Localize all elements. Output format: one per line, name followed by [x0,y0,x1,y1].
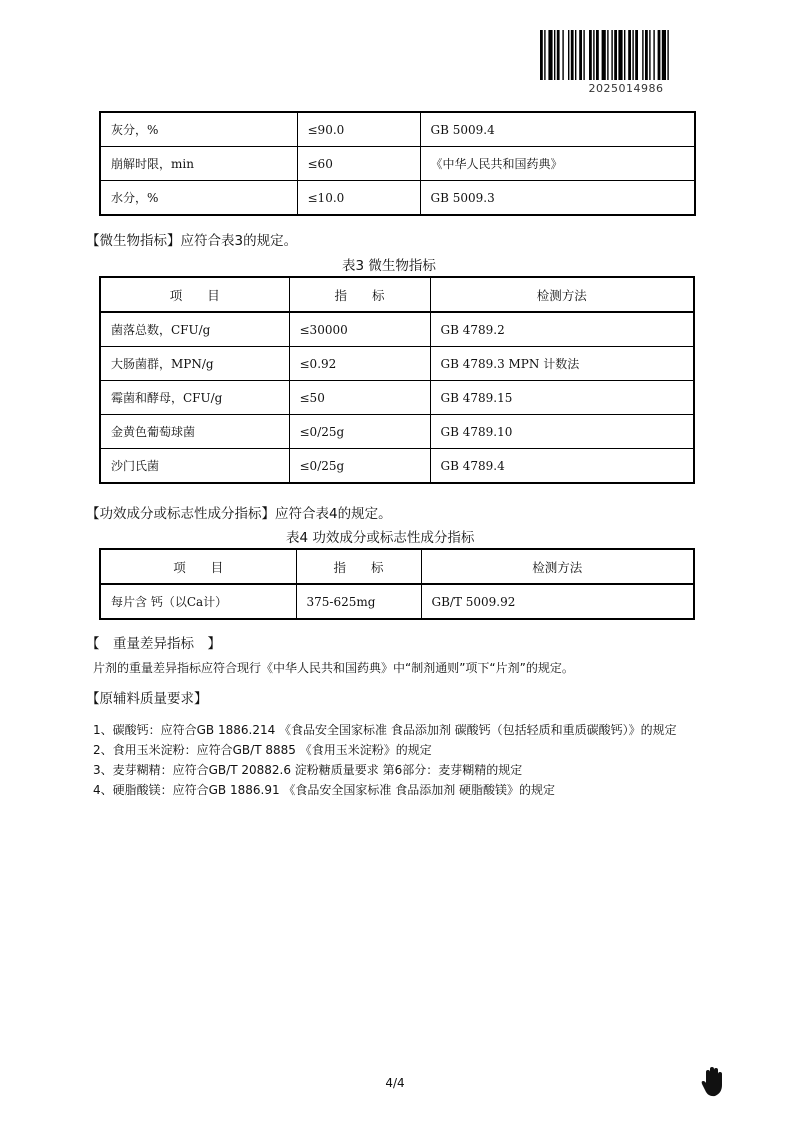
table-cell: GB 5009.3 [420,181,695,216]
func-caption: 表4 功效成分或标志性成分指标 [286,530,475,546]
barcode-bar [548,30,552,80]
column-header: 检测方法 [421,549,694,584]
list-item: 4、硬脂酸镁：应符合GB 1886.91 《食品安全国家标准 食品添加剂 硬脂酸镁》的规定 [93,783,556,797]
barcode-bar [624,30,625,80]
column-header: 指 标 [296,549,421,584]
barcode-bar [662,30,666,80]
func-heading: 【功效成分或标志性成分指标】应符合表4的规定。 [86,506,392,522]
barcode-bar [658,30,661,80]
column-header: 项 目 [100,277,289,312]
page-number: 4/4 [385,1076,405,1090]
barcode-bar [635,30,638,80]
barcode-bar [614,30,617,80]
table-row [100,415,694,449]
table-row [100,381,694,415]
barcode-bar [649,30,650,80]
barcode-bars [538,30,714,82]
list-item: 1、碳酸钙：应符合GB 1886.214 《食品安全国家标准 食品添加剂 碳酸钙（包括轻质和重质碳酸钙）》的规定 [93,723,677,737]
barcode-bar [611,30,612,80]
barcode-number: 2025014986 [588,82,664,95]
table-cell: ≤0/25g [289,449,430,484]
table-cell: 每片含 钙（以Ca计） [100,584,296,619]
weight-heading: 【 重量差异指标 】 [86,636,221,652]
barcode-bar [667,30,668,80]
micro-table [99,276,695,484]
barcode-bar [589,30,592,80]
table-cell: 菌落总数，CFU/g [100,312,289,347]
hand-icon [700,1066,728,1098]
table-cell: GB/T 5009.92 [421,584,694,619]
barcode-bar [562,30,563,80]
table-cell: 水分，% [100,181,297,216]
table-cell: GB 4789.2 [430,312,694,347]
table-cell: 沙门氏菌 [100,449,289,484]
barcode-bar [568,30,569,80]
table-cell: ≤60 [297,147,420,181]
materials-heading: 【原辅料质量要求】 [86,691,208,707]
table-cell: ≤50 [289,381,430,415]
barcode-bar [607,30,608,80]
table-cell: ≤90.0 [297,112,420,147]
table-cell: 《中华人民共和国药典》 [420,147,695,181]
table-row [100,312,694,347]
column-header: 检测方法 [430,277,694,312]
barcode-bar [583,30,584,80]
barcode-bar [632,30,633,80]
table-cell: ≤0.92 [289,347,430,381]
table-cell: GB 5009.4 [420,112,695,147]
table-row [100,449,694,484]
table-cell: 375-625mg [296,584,421,619]
barcode-bar [540,30,543,80]
table-header-row [100,277,694,312]
barcode-bar [642,30,643,80]
table-cell: GB 4789.15 [430,381,694,415]
micro-heading: 【微生物指标】应符合表3的规定。 [86,233,298,249]
list-item: 2、食用玉米淀粉：应符合GB/T 8885 《食用玉米淀粉》的规定 [93,743,432,757]
table-cell: GB 4789.10 [430,415,694,449]
table-cell: ≤0/25g [289,415,430,449]
barcode-bar [579,30,582,80]
table-cell: 霉菌和酵母，CFU/g [100,381,289,415]
barcode-bar [628,30,631,80]
barcode-bar [571,30,574,80]
list-item: 3、麦芽糊精：应符合GB/T 20882.6 淀粉糖质量要求 第6部分：麦芽糊精的规定 [93,763,523,777]
func-table [99,548,695,620]
table-cell: 崩解时限，min [100,147,297,181]
micro-caption: 表3 微生物指标 [342,258,436,274]
table-row [100,147,695,181]
top-table [99,111,696,216]
table-row [100,347,694,381]
table-row [100,112,695,147]
barcode-bar [554,30,555,80]
column-header: 指 标 [289,277,430,312]
materials-list [93,720,703,800]
barcode-bar [593,30,594,80]
table-cell: GB 4789.4 [430,449,694,484]
barcode-bar [618,30,622,80]
barcode-bar [596,30,599,80]
barcode-bar [557,30,560,80]
barcode-bar [645,30,648,80]
barcode-bar [602,30,606,80]
table-cell: 大肠菌群，MPN/g [100,347,289,381]
table-cell: ≤30000 [289,312,430,347]
table-cell: ≤10.0 [297,181,420,216]
table-cell: 金黄色葡萄球菌 [100,415,289,449]
table-row [100,181,695,216]
weight-text: 片剂的重量差异指标应符合现行《中华人民共和国药典》中“制剂通则”项下“片剂”的规定。 [93,661,574,675]
table-row [100,584,694,619]
table-cell: 灰分，% [100,112,297,147]
table-header-row [100,549,694,584]
table-cell: GB 4789.3 MPN 计数法 [430,347,694,381]
barcode-bar [544,30,545,80]
barcode-bar [575,30,576,80]
barcode-bar [653,30,654,80]
column-header: 项 目 [100,549,296,584]
